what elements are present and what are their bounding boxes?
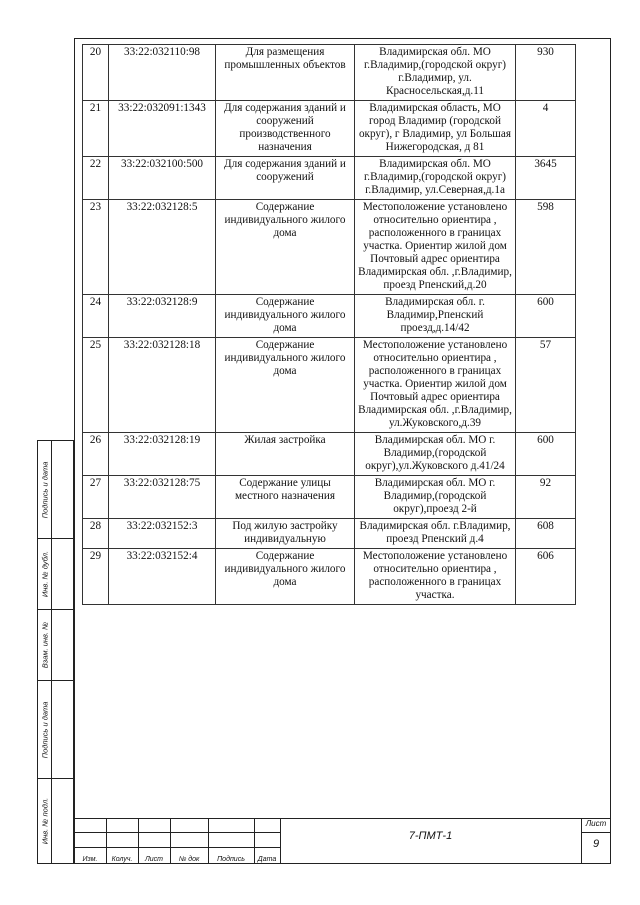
strip-label: Взам. инв. № [40, 621, 49, 669]
area-cell: 92 [516, 476, 576, 519]
strip-label: Подпись и дата [40, 701, 49, 758]
permitted-use-cell: Содержание индивидуального жилого дома [216, 295, 355, 338]
area-cell: 3645 [516, 157, 576, 200]
address-cell: Владимирская обл. МО г. Владимир,(городской округ),ул.Жуковского д.41/24 [355, 433, 516, 476]
area-cell: 600 [516, 295, 576, 338]
address-cell: Владимирская область, МО город Владимир (городской округ), г Владимир, ул Большая Нижегородская, д 81 [355, 101, 516, 157]
land-plots-table [82, 44, 576, 605]
table-row [83, 476, 576, 519]
tb-header-izm: Изм. [82, 856, 98, 863]
row-number-cell: 25 [83, 338, 109, 433]
permitted-use-cell: Содержание индивидуального жилого дома [216, 200, 355, 295]
binding-strip [37, 440, 74, 864]
table-row [83, 549, 576, 605]
title-block-text [74, 818, 611, 864]
permitted-use-cell: Жилая застройка [216, 433, 355, 476]
tb-header-data: Дата [257, 856, 277, 863]
table-row [83, 45, 576, 101]
area-cell: 600 [516, 433, 576, 476]
permitted-use-cell: Содержание индивидуального жилого дома [216, 549, 355, 605]
address-cell: Владимирская обл. МО г.Владимир,(городской округ) г.Владимир, ул. Красносельская,д.11 [355, 45, 516, 101]
permitted-use-cell: Под жилую застройку индивидуальную [216, 519, 355, 549]
table-row [83, 433, 576, 476]
cadastral-number-cell: 33:22:032100:500 [109, 157, 216, 200]
cadastral-number-cell: 33:22:032128:75 [109, 476, 216, 519]
address-cell: Местоположение установлено относительно ориентира , расположенного в границах участка. [355, 549, 516, 605]
table-row [83, 295, 576, 338]
row-number-cell: 22 [83, 157, 109, 200]
row-number-cell: 27 [83, 476, 109, 519]
strip-inv-podl [37, 778, 74, 864]
cadastral-number-cell: 33:22:032152:4 [109, 549, 216, 605]
strip-signature-date-1 [37, 440, 74, 539]
sheet-number: 9 [592, 838, 600, 850]
strip-vzam-inv [37, 609, 74, 681]
area-cell: 4 [516, 101, 576, 157]
row-number-cell: 28 [83, 519, 109, 549]
row-number-cell: 21 [83, 101, 109, 157]
area-cell: 930 [516, 45, 576, 101]
strip-label: Подпись и дата [40, 461, 49, 518]
tb-header-nodok: № док [178, 856, 200, 863]
tb-header-list: Лист [144, 856, 164, 863]
row-number-cell: 20 [83, 45, 109, 101]
table-row [83, 101, 576, 157]
permitted-use-cell: Для размещения промышленных объектов [216, 45, 355, 101]
sheet-label: Лист [585, 819, 607, 828]
strip-label: Инв. № подл. [40, 797, 49, 845]
document-code: 7-ПМТ-1 [408, 830, 453, 842]
area-cell: 608 [516, 519, 576, 549]
address-cell: Владимирская обл. МО г. Владимир,(городской округ),проезд 2-й [355, 476, 516, 519]
area-cell: 57 [516, 338, 576, 433]
row-number-cell: 24 [83, 295, 109, 338]
address-cell: Владимирская обл. МО г.Владимир,(городской округ) г.Владимир, ул.Северная,д.1а [355, 157, 516, 200]
row-number-cell: 23 [83, 200, 109, 295]
tb-header-koluch: Колуч. [111, 856, 133, 863]
table-row [83, 157, 576, 200]
address-cell: Местоположение установлено относительно ориентира , расположенного в границах участка. Ориентир жилой дом Почтовый адрес ориентира Владимирская обл. ,г.Владимир, проезд Рпенский,д.20 [355, 200, 516, 295]
permitted-use-cell: Содержание индивидуального жилого дома [216, 338, 355, 433]
cadastral-number-cell: 33:22:032091:1343 [109, 101, 216, 157]
permitted-use-cell: Содержание улицы местного назначения [216, 476, 355, 519]
address-cell: Местоположение установлено относительно ориентира , расположенного в границах участка. Ориентир жилой дом Почтовый адрес ориентира Владимирская обл. ,г.Владимир, ул.Жуковского,д.39 [355, 338, 516, 433]
strip-signature-date-2 [37, 680, 74, 779]
row-number-cell: 26 [83, 433, 109, 476]
cadastral-number-cell: 33:22:032152:3 [109, 519, 216, 549]
tb-header-podpis: Подпись [217, 856, 245, 863]
address-cell: Владимирская обл. г.Владимир, проезд Рпенский д.4 [355, 519, 516, 549]
area-cell: 606 [516, 549, 576, 605]
table-row [83, 338, 576, 433]
area-cell: 598 [516, 200, 576, 295]
cadastral-number-cell: 33:22:032128:18 [109, 338, 216, 433]
table-row [83, 519, 576, 549]
cadastral-number-cell: 33:22:032128:19 [109, 433, 216, 476]
table-row [83, 200, 576, 295]
strip-inv-dubl [37, 538, 74, 610]
permitted-use-cell: Для содержания зданий и сооружений [216, 157, 355, 200]
cadastral-number-cell: 33:22:032128:5 [109, 200, 216, 295]
strip-label: Инв. № дубл. [40, 550, 49, 598]
cadastral-number-cell: 33:22:032110:98 [109, 45, 216, 101]
row-number-cell: 29 [83, 549, 109, 605]
address-cell: Владимирская обл. г. Владимир,Рпенский проезд,д.14/42 [355, 295, 516, 338]
permitted-use-cell: Для содержания зданий и сооружений производственного назначения [216, 101, 355, 157]
cadastral-number-cell: 33:22:032128:9 [109, 295, 216, 338]
